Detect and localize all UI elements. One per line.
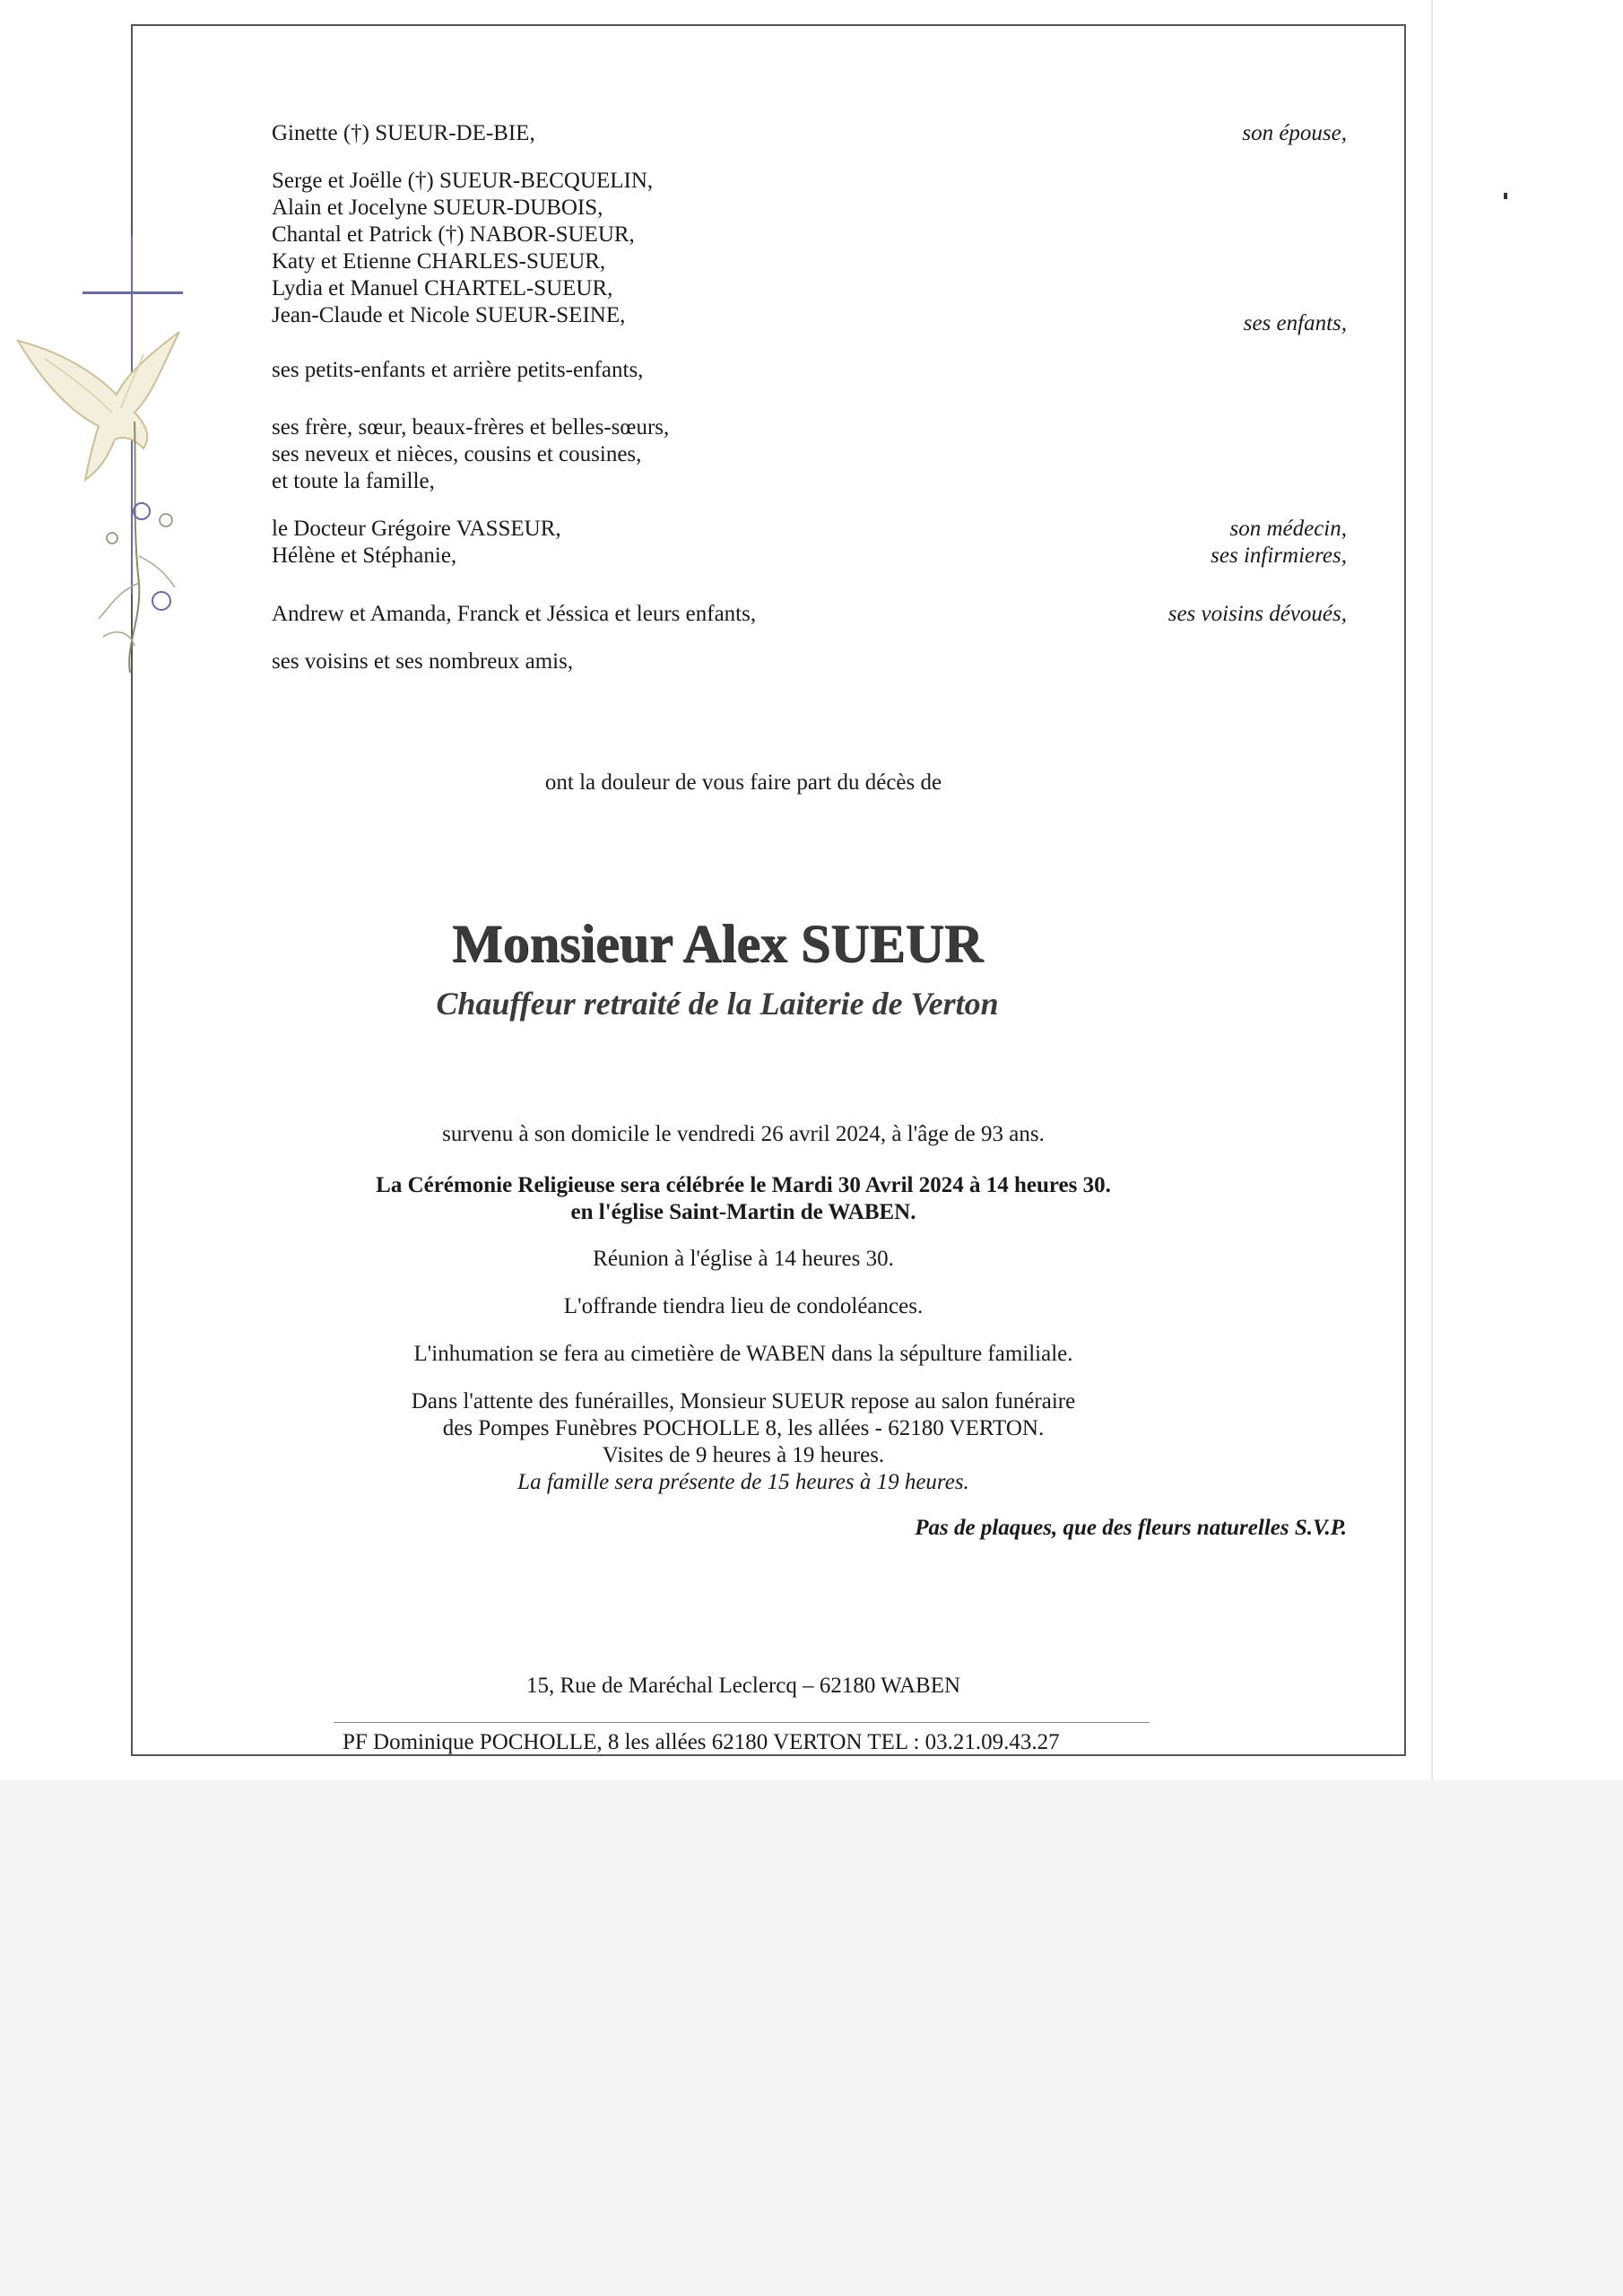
sheet-edge [1431, 0, 1433, 1780]
death-details: survenu à son domicile le vendredi 26 avril 2024, à l'âge de 93 ans. [442, 1122, 1045, 1146]
child-line: Jean-Claude et Nicole SUEUR-SEINE, [272, 303, 626, 327]
child-line: Alain et Jocelyne SUEUR-DUBOIS, [272, 196, 603, 220]
flowers-icon [90, 422, 188, 673]
meeting-line: Réunion à l'église à 14 heures 30. [593, 1247, 894, 1271]
child-line: Lydia et Manuel CHARTEL-SUEUR, [272, 276, 613, 300]
flowers-request: Pas de plaques, que des fleurs naturelles S.V.P. [915, 1516, 1347, 1540]
deceased-occupation: Chauffeur retraité de la Laiterie de Verton [436, 986, 999, 1022]
offering-line: L'offrande tiendra lieu de condoléances. [563, 1294, 924, 1318]
footer-rule [334, 1722, 1150, 1723]
doctor-line: le Docteur Grégoire VASSEUR, [272, 517, 561, 541]
ceremony-line: La Cérémonie Religieuse sera célébrée le Mardi 30 Avril 2024 à 14 heures 30. [376, 1173, 1111, 1197]
ceremony-place: en l'église Saint-Martin de WABEN. [570, 1200, 916, 1224]
neighbors-role: ses voisins dévoués, [1167, 602, 1347, 626]
burial-line: L'inhumation se fera au cimetière de WABEN dans la sépulture familiale. [413, 1342, 1073, 1366]
child-line: Chantal et Patrick (†) NABOR-SUEUR, [272, 222, 635, 247]
cross-horizontal-icon [82, 291, 183, 294]
scan-background [0, 1780, 1623, 2296]
scan-speck [1504, 193, 1507, 199]
funeral-home-info: PF Dominique POCHOLLE, 8 les allées 62180 VERTON TEL : 03.21.09.43.27 [343, 1730, 1060, 1754]
children-role: ses enfants, [1243, 311, 1347, 335]
relatives-line: et toute la famille, [272, 469, 435, 493]
rest-line: Dans l'attente des funérailles, Monsieur SUEUR repose au salon funéraire [411, 1389, 1076, 1413]
neighbors-line: Andrew et Amanda, Franck et Jéssica et leurs enfants, [272, 602, 757, 626]
wife-role: son épouse, [1242, 121, 1347, 145]
nurses-line: Hélène et Stéphanie, [272, 544, 457, 568]
grandchildren-line: ses petits-enfants et arrière petits-enfants, [272, 358, 644, 382]
relatives-line: ses frère, sœur, beaux-frères et belles-sœurs, [272, 415, 670, 439]
rest-line: des Pompes Funèbres POCHOLLE 8, les allées - 62180 VERTON. [442, 1416, 1045, 1440]
announcement-intro: ont la douleur de vous faire part du décès de [544, 770, 942, 795]
child-line: Serge et Joëlle (†) SUEUR-BECQUELIN, [272, 169, 654, 193]
doctor-role: son médecin, [1229, 517, 1347, 541]
family-address: 15, Rue de Maréchal Leclercq – 62180 WABEN [525, 1674, 961, 1698]
relatives-line: ses neveux et nièces, cousins et cousines, [272, 442, 642, 466]
family-present-line: La famille sera présente de 15 heures à 19 heures. [517, 1470, 969, 1494]
visits-line: Visites de 9 heures à 19 heures. [602, 1443, 885, 1467]
friends-line: ses voisins et ses nombreux amis, [272, 649, 574, 674]
deceased-name: Monsieur Alex SUEUR [451, 914, 984, 973]
child-line: Katy et Etienne CHARLES-SUEUR, [272, 249, 606, 274]
nurses-role: ses infirmieres, [1211, 544, 1347, 568]
wife-name: Ginette (†) SUEUR-DE-BIE, [272, 121, 535, 145]
